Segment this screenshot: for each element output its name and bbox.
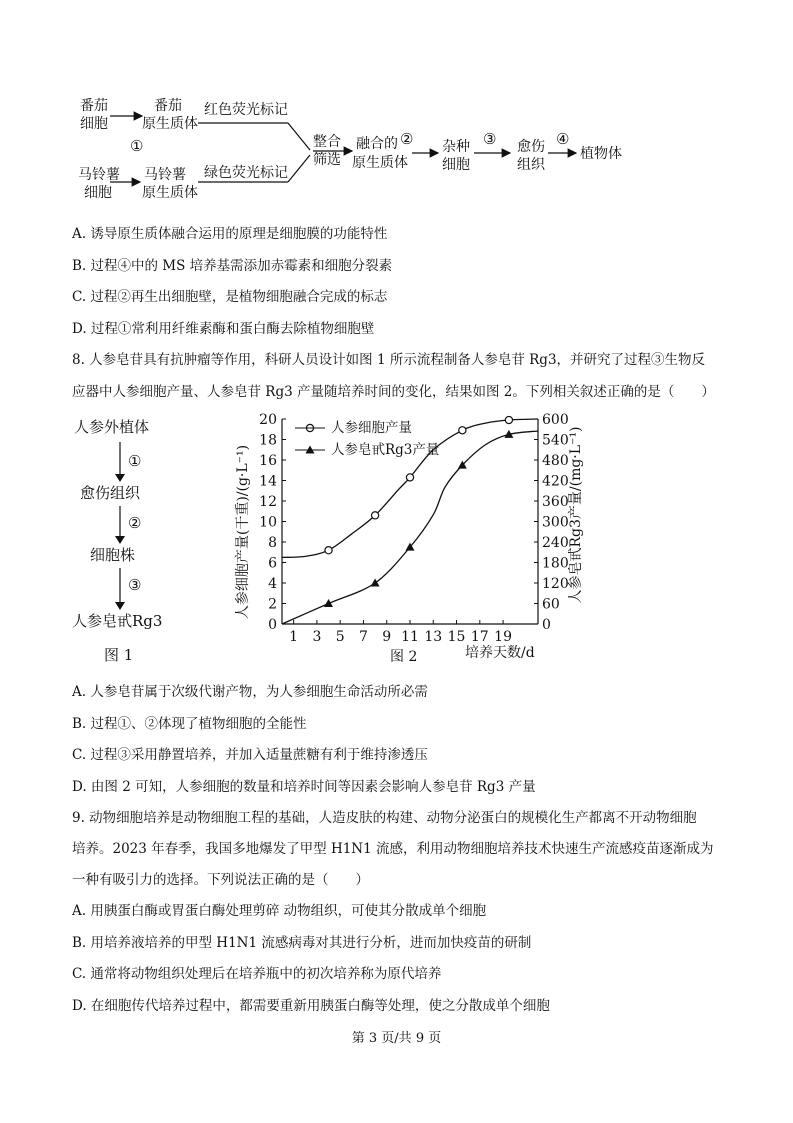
- tomato-protoplast-l2: 原生质体: [142, 116, 198, 132]
- q8-stem-line1: 8. 人参皂苷具有抗肿瘤等作用，科研人员设计如图 1 所示流程制备人参皂苷 Rg3，并研究了过程③生物反: [72, 352, 706, 368]
- q9-option-d: D. 在细胞传代培养过程中，都需要重新用胰蛋白酶等处理，使之分散成单个细胞: [72, 998, 550, 1014]
- green-label: 绿色荧光标记: [204, 165, 288, 181]
- right-tick-label: 120: [542, 576, 569, 592]
- fig2-caption: 图 2: [390, 649, 418, 665]
- left-tick-label: 10: [259, 514, 277, 531]
- left-tick-label: 4: [268, 576, 277, 592]
- cell-yield-point: [325, 547, 332, 554]
- screen-l2: 筛选: [313, 152, 341, 168]
- rg3-yield-point: [324, 599, 333, 607]
- left-tick-label: 18: [259, 432, 277, 449]
- right-tick-label: 240: [542, 535, 569, 551]
- step4-label: ④: [556, 130, 570, 148]
- x-tick-label: 1: [289, 629, 299, 645]
- figure-2-chart: [225, 405, 605, 670]
- cell-yield-point: [505, 416, 512, 423]
- fused-l2: 原生质体: [352, 155, 408, 171]
- fig1-step-2: ②: [128, 514, 142, 532]
- fig1-node-callus: 愈伤组织: [80, 484, 141, 502]
- callus-l1: 愈伤: [517, 139, 545, 155]
- right-tick-label: 60: [542, 596, 560, 613]
- x-tick-label: 7: [358, 629, 368, 645]
- left-tick-label: 20: [259, 412, 277, 428]
- right-tick-label: 480: [542, 453, 569, 469]
- left-tick-label: 12: [259, 494, 277, 510]
- q8-option-c: C. 过程③采用静置培养，并加入适量蔗糖有利于维持渗透压: [72, 747, 428, 763]
- hybrid-l2: 细胞: [442, 157, 470, 173]
- fig1-step-1: ①: [128, 452, 142, 470]
- series-line-0: [282, 419, 538, 557]
- left-tick-label: 8: [268, 535, 277, 551]
- fig1-node-explant: 人参外植体: [74, 418, 150, 436]
- step2-label: ②: [400, 130, 414, 148]
- callus-l2: 组织: [517, 157, 545, 173]
- left-axis-label: 人参细胞产量(干重)/(g·L⁻¹): [235, 444, 251, 620]
- q7-option-c: C. 过程②再生出细胞壁，是植物细胞融合完成的标志: [72, 289, 388, 305]
- q9-stem-line3: 一种有吸引力的选择。下列说法正确的是（ ）: [72, 872, 369, 888]
- q8-option-b: B. 过程①、②体现了植物细胞的全能性: [72, 716, 307, 732]
- legend-cell-yield: 人参细胞产量: [331, 420, 412, 436]
- cell-yield-point: [459, 427, 466, 434]
- step1-label: ①: [130, 137, 144, 155]
- fig1-caption: 图 1: [104, 646, 134, 664]
- x-tick-label: 9: [382, 629, 392, 645]
- cell-yield-point: [406, 474, 413, 481]
- x-tick-label: 13: [424, 629, 443, 645]
- q9-option-b: B. 用培养液培养的甲型 H1N1 流感病毒对其进行分析，进而加快疫苗的研制: [72, 935, 532, 951]
- q9-option-c: C. 通常将动物组织处理后在培养瓶中的初次培养称为原代培养: [72, 966, 442, 982]
- tomato-cell-l2: 细胞: [80, 116, 108, 132]
- series-line-1: [282, 431, 538, 624]
- step3-label: ③: [483, 130, 497, 148]
- left-tick-label: 6: [268, 555, 277, 572]
- potato-protoplast-l1: 马铃薯: [144, 167, 186, 183]
- q9-stem-line1: 9. 动物细胞培养是动物细胞工程的基础，人造皮肤的构建、动物分泌蛋白的规模化生产都离不开动物细胞: [72, 810, 697, 826]
- x-tick-label: 15: [447, 629, 466, 645]
- right-tick-label: 300: [542, 514, 569, 531]
- fused-l1: 融合的: [356, 136, 398, 152]
- x-tick-label: 5: [335, 629, 345, 645]
- potato-cell-l1: 马铃薯: [78, 167, 120, 183]
- cell-yield-point: [371, 512, 378, 519]
- q7-option-b: B. 过程④中的 MS 培养基需添加赤霉素和细胞分裂素: [72, 258, 393, 274]
- q8-option-a: A. 人参皂苷属于次级代谢产物，为人参细胞生命活动所必需: [72, 684, 428, 700]
- fig1-node-cellline: 细胞株: [90, 546, 136, 564]
- tomato-cell-l1: 番茄: [80, 98, 108, 114]
- legend-rg3-yield: 人参皂甙Rg3产量: [331, 442, 440, 458]
- q8-option-d: D. 由图 2 可知，人参细胞的数量和培养时间等因素会影响人参皂苷 Rg3 产量: [72, 779, 536, 795]
- left-tick-label: 2: [268, 596, 277, 613]
- x-tick-label: 19: [494, 629, 513, 645]
- q8-stem-line2: 应器中人参细胞产量、人参皂苷 Rg3 产量随培养时间的变化，结果如图 2。下列相关叙述正确的是（ ）: [72, 384, 715, 400]
- fusion-flow-diagram: [0, 90, 793, 200]
- q9-stem-line2: 培养。2023 年春季，我国多地爆发了甲型 H1N1 流感，利用动物细胞培养技术快速生产流感疫苗逐渐成为: [72, 841, 714, 857]
- page-footer: 第 3 页/共 9 页: [351, 1031, 442, 1046]
- q9-option-a: A. 用胰蛋白酶或胃蛋白酶处理剪碎 动物组织，可使其分散成单个细胞: [72, 903, 487, 919]
- left-tick-label: 16: [259, 453, 277, 469]
- tomato-protoplast-l1: 番茄: [154, 98, 182, 114]
- right-tick-label: 360: [542, 494, 569, 510]
- fig1-node-rg3: 人参皂甙Rg3: [72, 612, 163, 630]
- right-tick-label: 0: [542, 617, 551, 633]
- red-label: 红色荧光标记: [204, 102, 288, 118]
- rg3-yield-point: [371, 579, 380, 587]
- potato-protoplast-l2: 原生质体: [142, 185, 198, 200]
- screen-l1: 整合: [313, 134, 341, 150]
- fig1-step-3: ③: [128, 576, 142, 594]
- x-tick-label: 17: [470, 629, 489, 645]
- right-tick-label: 540: [542, 432, 569, 449]
- x-tick-label: 3: [312, 629, 322, 645]
- figure-1-flow: [60, 410, 210, 670]
- x-tick-label: 11: [401, 629, 419, 645]
- potato-cell-l2: 细胞: [84, 185, 112, 200]
- merge-line-top: [288, 123, 310, 150]
- q7-option-d: D. 过程①常利用纤维素酶和蛋白酶去除植物细胞壁: [72, 321, 375, 337]
- plant-label: 植物体: [580, 146, 622, 162]
- merge-line-bottom: [288, 155, 310, 182]
- right-tick-label: 180: [542, 555, 569, 572]
- x-axis-label: 培养天数/d: [465, 645, 535, 661]
- right-tick-label: 600: [542, 412, 569, 428]
- q7-option-a: A. 诱导原生质体融合运用的原理是细胞膜的功能特性: [72, 226, 388, 242]
- left-tick-label: 14: [259, 473, 277, 490]
- hybrid-l1: 杂种: [442, 139, 470, 155]
- right-axis-label: 人参皂甙Rg3产量/(mg·L⁻¹): [568, 426, 584, 604]
- right-tick-label: 420: [542, 473, 569, 490]
- left-tick-label: 0: [268, 617, 277, 633]
